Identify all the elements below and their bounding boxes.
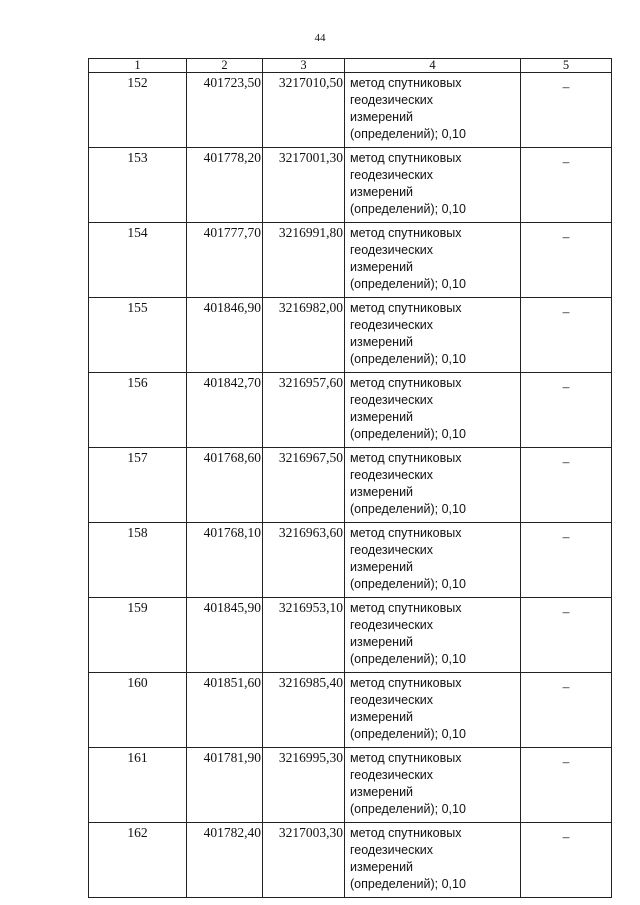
table-row	[89, 673, 612, 748]
method-cell	[345, 598, 521, 673]
method-text-line: измерений	[350, 410, 414, 424]
table-header-row	[89, 59, 612, 73]
method-text-line: (определений); 0,10	[350, 427, 466, 441]
column-header-3: 3	[263, 59, 345, 73]
y-coordinate-cell: 3217001,30	[263, 148, 345, 223]
point-number-cell: 157	[89, 448, 187, 523]
y-coordinate-cell: 3216991,80	[263, 223, 345, 298]
method-cell	[345, 748, 521, 823]
x-coordinate-cell: 401846,90	[187, 298, 263, 373]
point-number-cell: 158	[89, 523, 187, 598]
method-text-line: (определений); 0,10	[350, 277, 466, 291]
point-number-cell: 162	[89, 823, 187, 898]
y-coordinate-cell: 3216995,30	[263, 748, 345, 823]
method-text-line: метод спутниковых	[350, 301, 462, 315]
column-header-2: 2	[187, 59, 263, 73]
method-text-line: измерений	[350, 185, 414, 199]
column-5-cell: –	[521, 298, 612, 373]
method-text-line: (определений); 0,10	[350, 127, 466, 141]
method-text-line: геодезических	[350, 618, 434, 632]
x-coordinate-cell: 401777,70	[187, 223, 263, 298]
method-text-line: измерений	[350, 560, 414, 574]
y-coordinate-cell: 3216957,60	[263, 373, 345, 448]
x-coordinate-cell: 401723,50	[187, 73, 263, 148]
method-text-line: (определений); 0,10	[350, 202, 466, 216]
column-5-cell: –	[521, 148, 612, 223]
x-coordinate-cell: 401768,10	[187, 523, 263, 598]
method-text-line: измерений	[350, 710, 414, 724]
page-number: 44	[314, 32, 326, 44]
method-text-line: геодезических	[350, 693, 434, 707]
method-text-line: измерений	[350, 860, 414, 874]
method-text-line: геодезических	[350, 318, 434, 332]
point-number-cell: 155	[89, 298, 187, 373]
method-text-line: (определений); 0,10	[350, 802, 466, 816]
method-cell	[345, 73, 521, 148]
table-row	[89, 223, 612, 298]
method-text-line: (определений); 0,10	[350, 502, 466, 516]
x-coordinate-cell: 401782,40	[187, 823, 263, 898]
x-coordinate-cell: 401778,20	[187, 148, 263, 223]
column-header-4: 4	[345, 59, 521, 73]
table-row	[89, 748, 612, 823]
method-cell	[345, 148, 521, 223]
method-text-line: метод спутниковых	[350, 826, 462, 840]
method-text-line: измерений	[350, 110, 414, 124]
y-coordinate-cell: 3216963,60	[263, 523, 345, 598]
method-text-line: (определений); 0,10	[350, 727, 466, 741]
point-number-cell: 156	[89, 373, 187, 448]
x-coordinate-cell: 401768,60	[187, 448, 263, 523]
column-header-5: 5	[521, 59, 612, 73]
method-text-line: геодезических	[350, 93, 434, 107]
method-text-line: измерений	[350, 335, 414, 349]
y-coordinate-cell: 3216985,40	[263, 673, 345, 748]
method-text-line: измерений	[350, 485, 414, 499]
method-text-line: измерений	[350, 785, 414, 799]
point-number-cell: 152	[89, 73, 187, 148]
coordinates-table	[88, 58, 612, 898]
method-cell	[345, 373, 521, 448]
column-5-cell: –	[521, 523, 612, 598]
x-coordinate-cell: 401781,90	[187, 748, 263, 823]
method-cell	[345, 823, 521, 898]
method-text-line: метод спутниковых	[350, 76, 462, 90]
table-row	[89, 73, 612, 148]
table-row	[89, 298, 612, 373]
table-row	[89, 373, 612, 448]
table-row	[89, 523, 612, 598]
method-text-line: метод спутниковых	[350, 751, 462, 765]
method-text-line: метод спутниковых	[350, 451, 462, 465]
table-row	[89, 598, 612, 673]
method-text-line: геодезических	[350, 168, 434, 182]
method-cell	[345, 298, 521, 373]
method-cell	[345, 673, 521, 748]
method-text-line: измерений	[350, 260, 414, 274]
method-cell	[345, 223, 521, 298]
x-coordinate-cell: 401851,60	[187, 673, 263, 748]
method-text-line: геодезических	[350, 768, 434, 782]
method-text-line: (определений); 0,10	[350, 577, 466, 591]
method-text-line: геодезических	[350, 243, 434, 257]
table-row	[89, 148, 612, 223]
method-cell	[345, 523, 521, 598]
method-text-line: геодезических	[350, 543, 434, 557]
point-number-cell: 161	[89, 748, 187, 823]
column-5-cell: –	[521, 748, 612, 823]
y-coordinate-cell: 3216953,10	[263, 598, 345, 673]
method-text-line: (определений); 0,10	[350, 877, 466, 891]
x-coordinate-cell: 401842,70	[187, 373, 263, 448]
method-text-line: геодезических	[350, 843, 434, 857]
y-coordinate-cell: 3216982,00	[263, 298, 345, 373]
point-number-cell: 159	[89, 598, 187, 673]
method-text-line: метод спутниковых	[350, 151, 462, 165]
method-text-line: метод спутниковых	[350, 376, 462, 390]
method-cell	[345, 448, 521, 523]
method-text-line: метод спутниковых	[350, 676, 462, 690]
method-text-line: метод спутниковых	[350, 601, 462, 615]
method-text-line: метод спутниковых	[350, 526, 462, 540]
point-number-cell: 154	[89, 223, 187, 298]
point-number-cell: 153	[89, 148, 187, 223]
column-5-cell: –	[521, 598, 612, 673]
column-5-cell: –	[521, 823, 612, 898]
method-text-line: измерений	[350, 635, 414, 649]
method-text-line: (определений); 0,10	[350, 352, 466, 366]
y-coordinate-cell: 3217010,50	[263, 73, 345, 148]
method-text-line: геодезических	[350, 393, 434, 407]
column-5-cell: –	[521, 673, 612, 748]
method-text-line: геодезических	[350, 468, 434, 482]
table-row	[89, 448, 612, 523]
column-header-1: 1	[89, 59, 187, 73]
column-5-cell: –	[521, 73, 612, 148]
table-row	[89, 823, 612, 898]
y-coordinate-cell: 3217003,30	[263, 823, 345, 898]
column-5-cell: –	[521, 448, 612, 523]
x-coordinate-cell: 401845,90	[187, 598, 263, 673]
method-text-line: (определений); 0,10	[350, 652, 466, 666]
point-number-cell: 160	[89, 673, 187, 748]
y-coordinate-cell: 3216967,50	[263, 448, 345, 523]
column-5-cell: –	[521, 223, 612, 298]
method-text-line: метод спутниковых	[350, 226, 462, 240]
column-5-cell: –	[521, 373, 612, 448]
